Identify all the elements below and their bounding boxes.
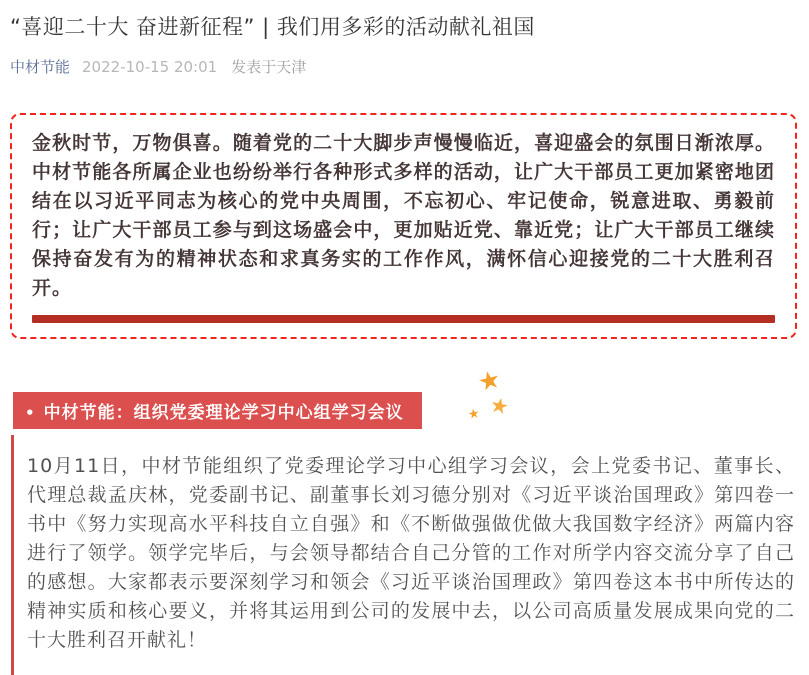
article-meta — [10, 56, 797, 77]
intro-text: 金秋时节，万物俱喜。随着党的二十大脚步声慢慢临近，喜迎盛会的氛围日渐浓厚。中材节能各所属企业也纷纷举行各种形式多样的活动，让广大干部员工更加紧密地团结在以习近平同志为核心的党中央周围，不忘初心、牢记使命，锐意进取、勇毅前行；让广大干部员工参与到这场盛会中，更加贴近党、靠近党；让广大干部员工继续保持奋发有为的精神状态和求真务实的工作作风，满怀信心迎接党的二十大胜利召开。 — [32, 131, 775, 299]
section-title-banner — [13, 392, 422, 429]
publish-location: 发表于天津 — [231, 57, 307, 76]
section-title: 中材节能：组织党委理论学习中心组学习会议 — [43, 402, 404, 423]
section-heading-row — [10, 363, 797, 423]
section-body-block — [11, 435, 797, 675]
red-divider-bar — [32, 315, 775, 323]
section-body-text: 10月11日，中材节能组织了党委理论学习中心组学习会议，会上党委书记、董事长、代理总裁孟庆林，党委副书记、副董事长刘习德分别对《习近平谈治国理政》第四卷一书中《努力实现高水平科技自立自强》和《不断做强做优做大我国数字经济》两篇内容进行了领学。领学完毕后，与会领导都结合自己分管的工作对所学内容交流分享了自己的感想。大家都表示要深刻学习和领会《习近平谈治国理政》第四卷这本书中所传达的精神实质和核心要义，并将其运用到公司的发展中去，以公司高质量发展成果向党的二十大胜利召开献礼！ — [27, 454, 795, 651]
bullet-icon: • — [25, 403, 36, 422]
star-icon: ★ — [487, 391, 512, 420]
publish-datetime: 2022-10-15 20:01 — [82, 57, 218, 76]
page-title: “喜迎二十大 奋进新征程” | 我们用多彩的活动献礼祖国 — [10, 15, 535, 39]
intro-highlight-box — [10, 113, 797, 339]
star-icon: ★ — [474, 363, 504, 397]
sparkle-stars-decoration — [460, 363, 524, 434]
account-name-link[interactable]: 中材节能 — [10, 57, 71, 76]
star-icon: ★ — [466, 405, 481, 423]
